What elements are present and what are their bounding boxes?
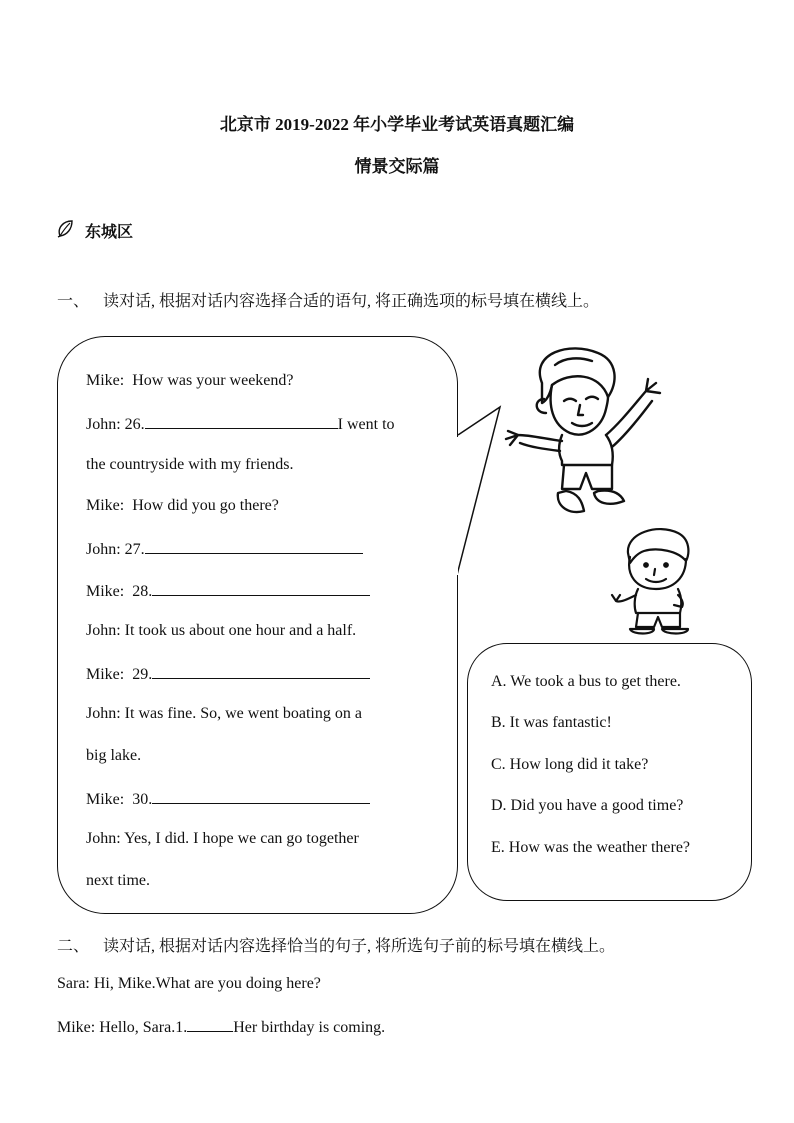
answer-blank-27[interactable] <box>145 539 363 554</box>
answer-blank-29[interactable] <box>152 664 370 679</box>
part2-number: 二、 <box>57 938 90 955</box>
option-e: E. How was the weather there? <box>491 839 691 856</box>
document-title: 北京市 2019-2022 年小学毕业考试英语真题汇编 <box>219 115 575 134</box>
john-illustration <box>500 343 670 523</box>
document-subtitle: 情景交际篇 <box>354 157 440 176</box>
dialogue-line: big lake. <box>86 747 142 764</box>
answer-blank-28[interactable] <box>152 581 370 596</box>
dialogue-line: Mike: 29. <box>86 664 370 684</box>
leaf-icon <box>57 220 73 243</box>
dialogue-line: Mike: How was your weekend? <box>86 372 294 389</box>
answer-blank-26[interactable] <box>145 414 338 429</box>
dialogue-line: John: It was fine. So, we went boating on a <box>86 705 362 722</box>
answer-blank-30[interactable] <box>152 789 370 804</box>
dialogue-line: Mike: 28. <box>86 581 370 601</box>
answer-blank-1[interactable] <box>187 1017 233 1032</box>
dialogue-line: Mike: How did you go there? <box>86 497 279 514</box>
option-a: A. We took a bus to get there. <box>491 673 681 690</box>
part1-instruction: 读对话, 根据对话内容选择合适的语句, 将正确选项的标号填在横线上。 <box>103 293 600 310</box>
mike-illustration <box>608 523 708 639</box>
dialogue-line: Mike: 30. <box>86 789 370 809</box>
option-c: C. How long did it take? <box>491 756 649 773</box>
part2-line: Sara: Hi, Mike.What are you doing here? <box>57 975 321 992</box>
part1-number: 一、 <box>57 293 90 310</box>
dialogue-line: the countryside with my friends. <box>86 456 294 473</box>
dialogue-line: John: 26. I went to <box>86 416 395 433</box>
dialogue-line: John: Yes, I did. I hope we can go together <box>86 830 359 847</box>
dialogue-line: next time. <box>86 872 150 889</box>
part2-instruction: 读对话, 根据对话内容选择恰当的句子, 将所选句子前的标号填在横线上。 <box>103 938 616 955</box>
district-label: 东城区 <box>85 224 134 241</box>
part2-line: Mike: Hello, Sara.1. Her birthday is coming. <box>57 1019 386 1036</box>
dialogue-line: John: 27. <box>86 539 363 559</box>
option-b: B. It was fantastic! <box>491 714 612 731</box>
dialogue-line: John: It took us about one hour and a half. <box>86 622 357 639</box>
option-d: D. Did you have a good time? <box>491 797 684 814</box>
